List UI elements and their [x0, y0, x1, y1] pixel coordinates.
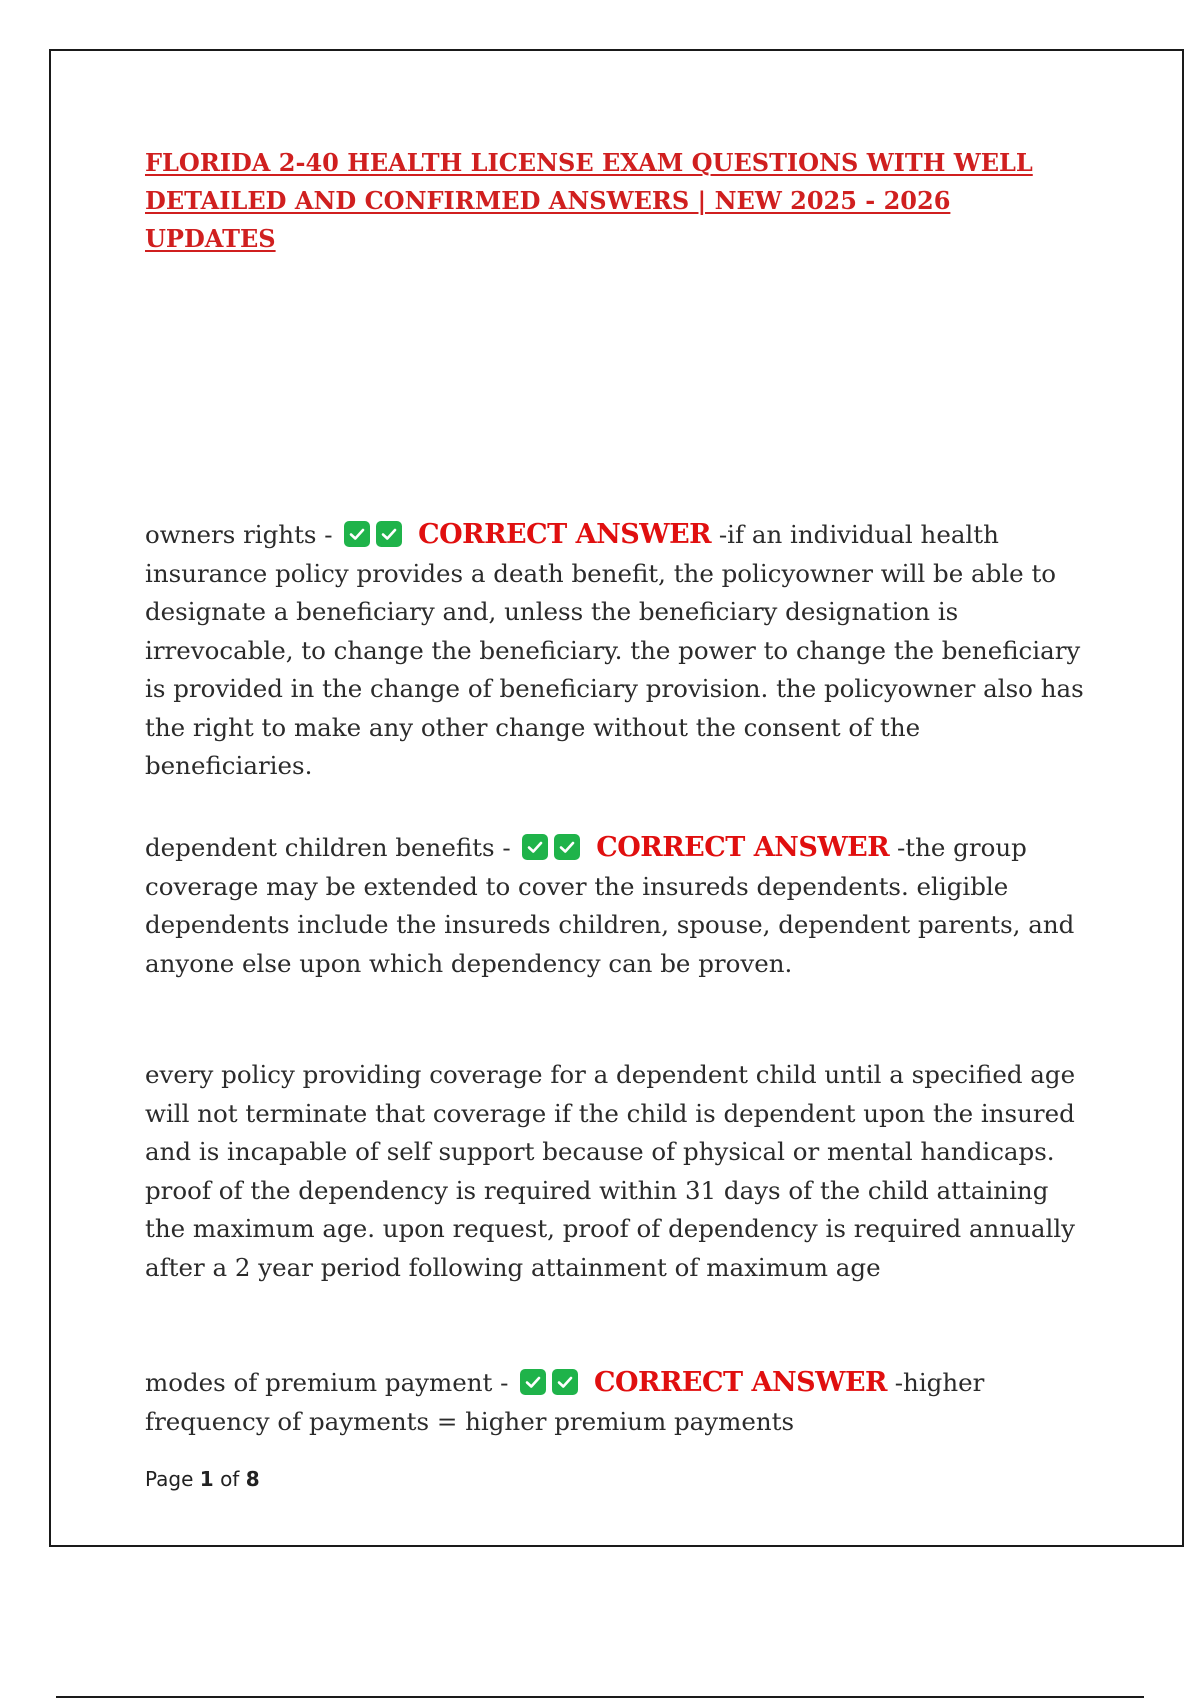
entry-answer: -higher frequency of payments = higher premium payments [145, 1368, 985, 1436]
qa-entry-owners-rights [145, 516, 1095, 786]
qa-entry-dependent-children [145, 829, 1095, 983]
of-label: of [220, 1467, 240, 1491]
current-page: 1 [199, 1467, 214, 1491]
check-box-icon [344, 521, 370, 547]
check-box-icon [376, 521, 402, 547]
qa-entry-premium-payment [145, 1364, 1095, 1441]
correct-answer-label: CORRECT ANSWER [418, 519, 712, 550]
entry-term: dependent children benefits - [145, 833, 511, 862]
check-box-icon [522, 834, 548, 860]
entry-term: owners rights - [145, 520, 333, 549]
entry-answer: -the group coverage may be extended to cover the insureds dependents. eligible dependents include the insureds children, spouse, dependent parents, and anyone else upon which dependency can be proven. [145, 833, 1075, 978]
document-title [145, 144, 1045, 258]
dependency-paragraph: every policy providing coverage for a dependent child until a specified age will not terminate that coverage if the child is dependent upon the insured and is incapable of self support because of physical or mental handicaps. proof of the dependency is required within 31 days of the child attaining the maximum age. upon request, proof of dependency is required annually after a 2 year period following attainment of maximum age [145, 1060, 1076, 1282]
title-line-2: DETAILED AND CONFIRMED ANSWERS | NEW 2025 - 2026 UPDATES [145, 186, 951, 253]
bottom-divider [56, 1696, 1144, 1698]
entry-term: modes of premium payment - [145, 1368, 509, 1397]
page-label: Page [145, 1467, 194, 1491]
page-number [145, 1467, 260, 1491]
correct-answer-label: CORRECT ANSWER [594, 1367, 887, 1398]
total-pages: 8 [245, 1467, 260, 1491]
check-box-icon [552, 1369, 578, 1395]
title-line-1: FLORIDA 2-40 HEALTH LICENSE EXAM QUESTIONS WITH WELL [145, 148, 1033, 177]
correct-answer-label: CORRECT ANSWER [596, 832, 890, 863]
check-box-icon [520, 1369, 546, 1395]
check-box-icon [554, 834, 580, 860]
page-frame [49, 49, 1184, 1547]
entry-answer: -if an individual health insurance policy provides a death benefit, the policyowner will be able to designate a beneficiary and, unless the beneficiary designation is irrevocable, to change the beneficiary. the power to change the beneficiary is provided in the change of beneficiary provision. the policyowner also has the right to make any other change without the consent of the beneficiaries. [145, 520, 1084, 780]
